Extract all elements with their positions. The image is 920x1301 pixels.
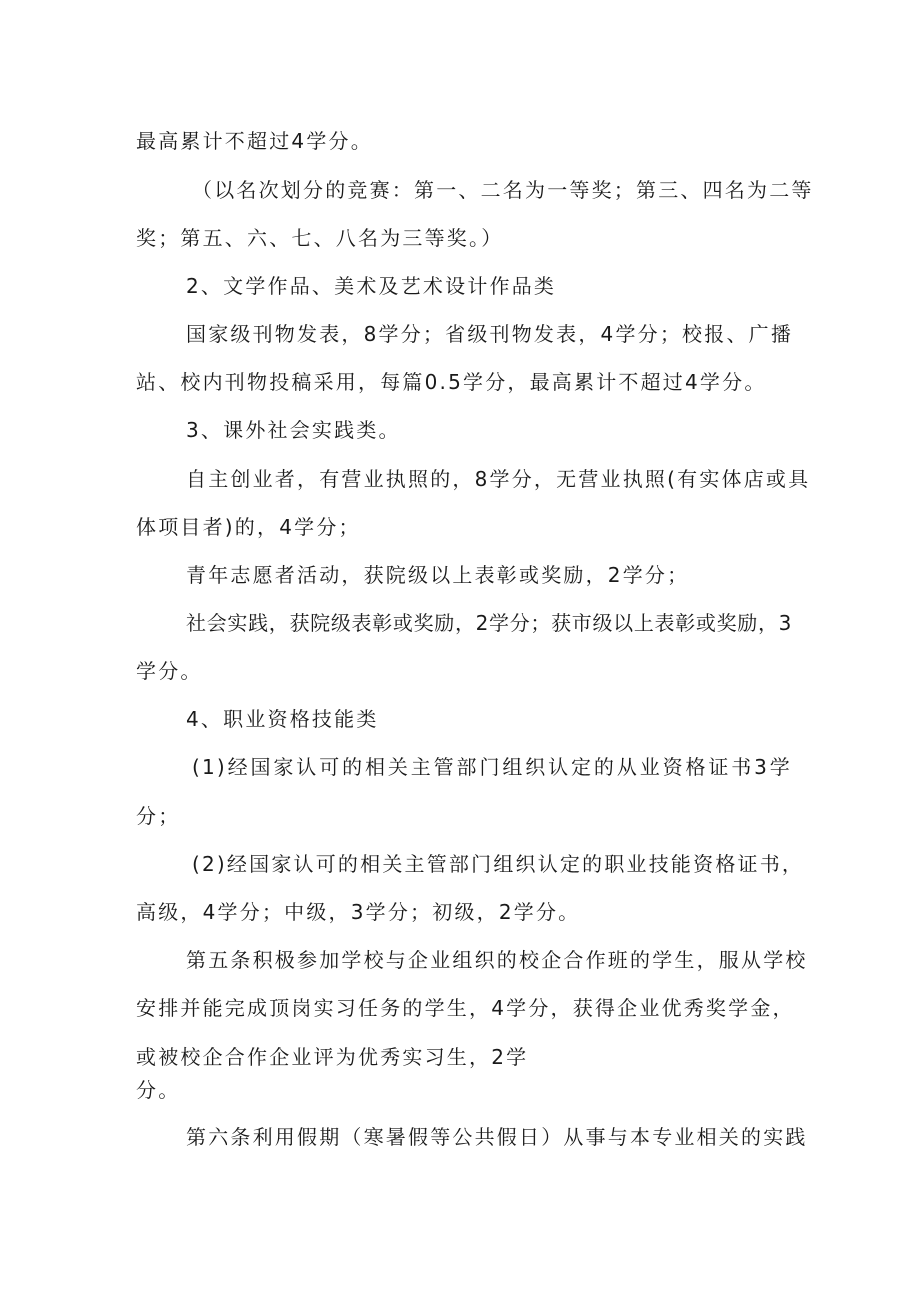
text-line: 自主创业者，有营业执照的，8学分，无营业执照(有实体店或具 <box>186 467 811 491</box>
text-line: 体项目者)的，4学分； <box>136 515 361 539</box>
text-line: 学分。 <box>136 659 203 683</box>
text-line: 第六条利用假期（寒暑假等公共假日）从事与本专业相关的实践 <box>186 1125 808 1149</box>
text-line: 第五条积极参加学校与企业组织的校企合作班的学生，服从学校 <box>186 948 808 972</box>
text-line: 国家级刊物发表，8学分；省级刊物发表，4学分；校报、广播 <box>186 322 794 346</box>
text-line: 安排并能完成顶岗实习任务的学生，4学分，获得企业优秀奖学金， <box>136 996 795 1020</box>
text-line: (1)经国家认可的相关主管部门组织认定的从业资格证书3学 <box>192 755 792 779</box>
section-heading: 4、职业资格技能类 <box>186 707 379 731</box>
text-line: (2)经国家认可的相关主管部门组织认定的职业技能资格证书， <box>192 852 805 876</box>
section-heading: 2、文学作品、美术及艺术设计作品类 <box>186 274 557 298</box>
text-line: 最高累计不超过4学分。 <box>136 129 373 153</box>
text-line: 奖；第五、六、七、八名为三等奖。） <box>136 226 504 250</box>
text-line: 站、校内刊物投稿采用，每篇0.5学分，最高累计不超过4学分。 <box>136 370 767 394</box>
text-line: 分； <box>136 804 181 828</box>
text-line: 青年志愿者活动，获院级以上表彰或奖励，2学分； <box>186 563 690 587</box>
section-heading: 3、课外社会实践类。 <box>186 418 401 442</box>
text-line: 高级，4学分；中级，3学分；初级，2学分。 <box>136 900 581 924</box>
text-line: 分。 <box>136 1078 181 1102</box>
text-line: （以名次划分的竞赛：第一、二名为一等奖；第三、四名为二等 <box>192 178 814 202</box>
text-line: 社会实践，获院级表彰或奖励，2学分；获市级以上表彰或奖励，3 <box>186 611 792 635</box>
text-line: 或被校企合作企业评为优秀实习生，2学 <box>136 1045 529 1069</box>
